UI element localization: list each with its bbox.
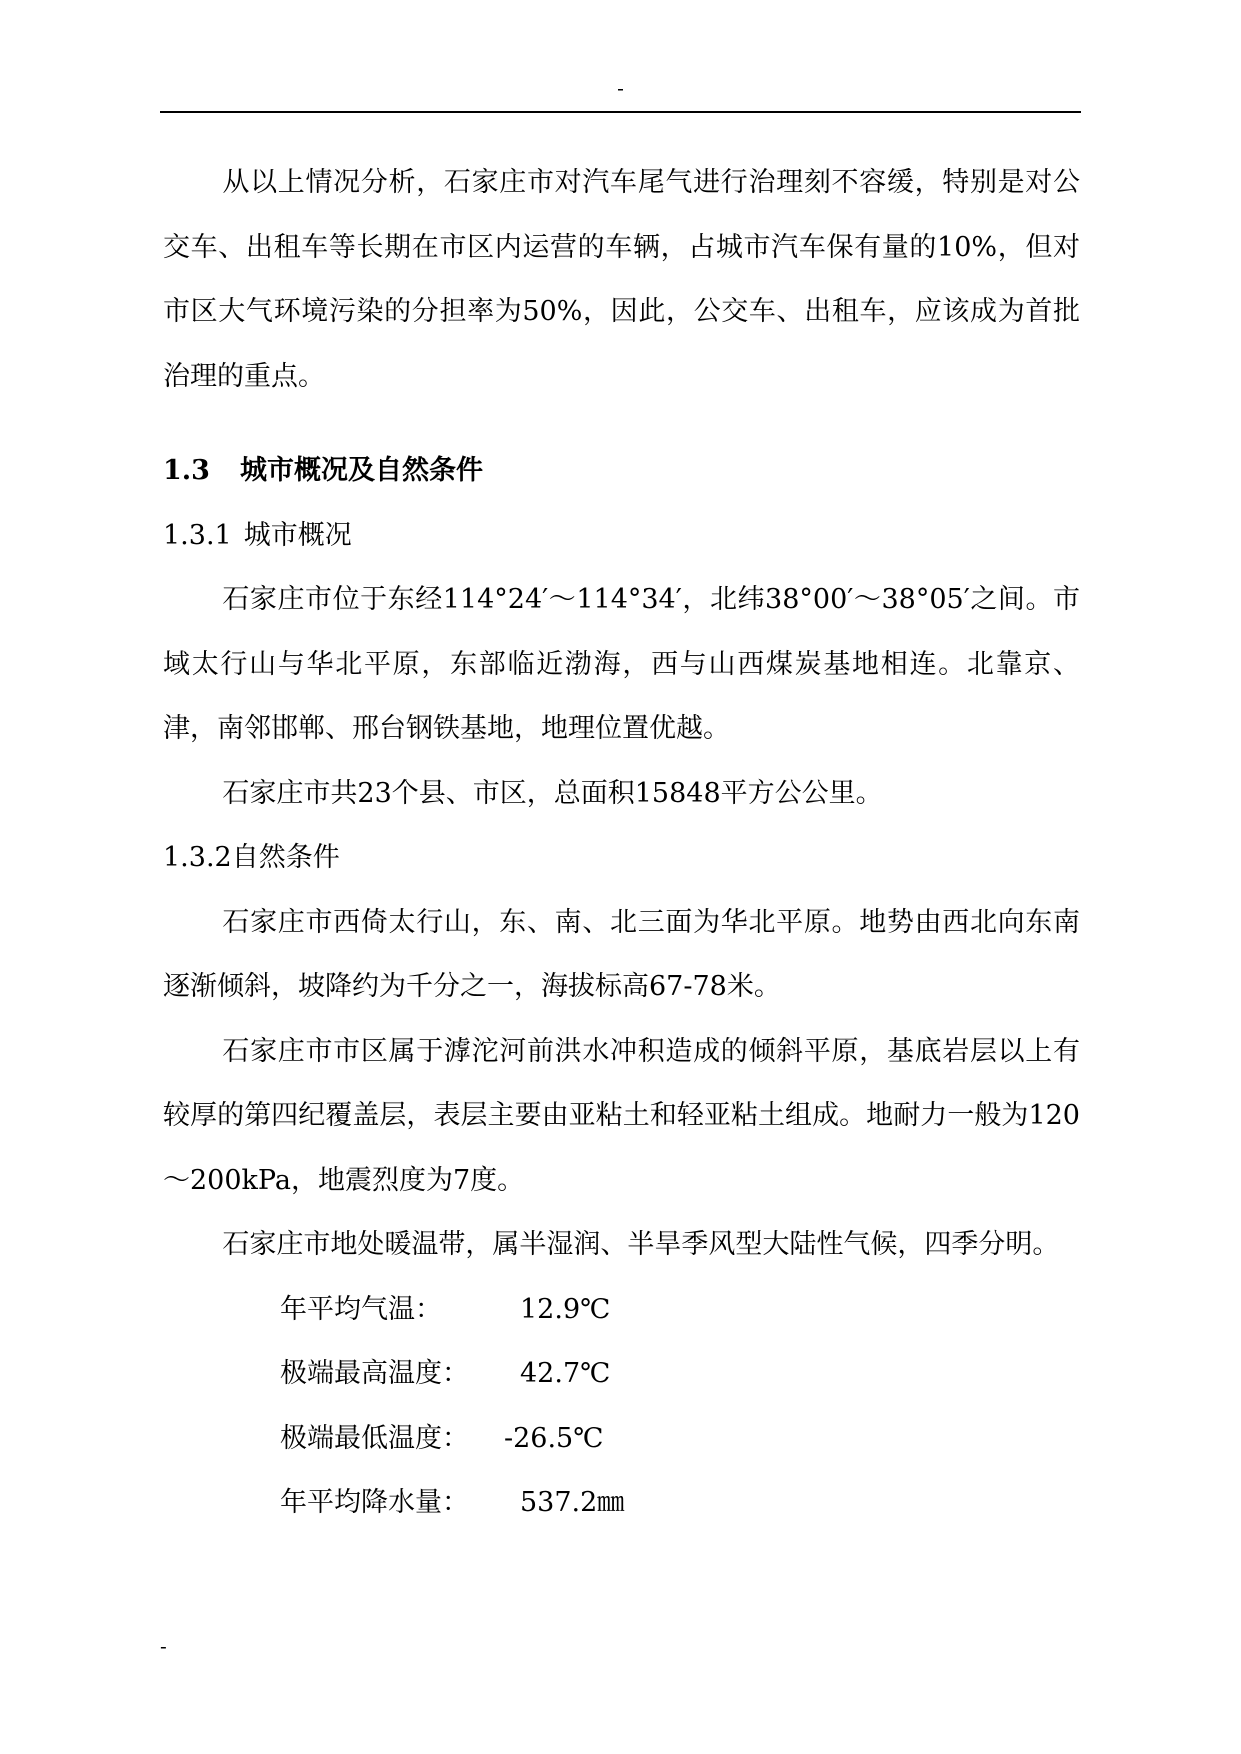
page-footer-mark: -	[160, 1634, 167, 1658]
subsection-heading-1	[163, 504, 1080, 569]
subsection-title-1: 城市概况	[243, 519, 352, 551]
terrain-paragraph: 石家庄市西倚太行山，东、南、北三面为华北平原。地势由西北向东南逐渐倾斜，坡降约为千分之一，海拔标高67-78米。	[163, 906, 1080, 1002]
page-header-mark: -	[617, 76, 624, 100]
document-body	[163, 151, 1080, 1536]
climate-row	[163, 1278, 1080, 1343]
geology-paragraph: 石家庄市市区属于滹沱河前洪水冲积造成的倾斜平原，基底岩层以上有较厚的第四纪覆盖层，表层主要由亚粘土和轻亚粘土组成。地耐力一般为120～200kPa，地震烈度为7度。	[163, 1035, 1080, 1196]
climate-label: 极端最高温度：	[280, 1358, 469, 1389]
subsection-heading-2	[163, 826, 1080, 891]
climate-value: 42.7℃	[520, 1358, 611, 1389]
intro-paragraph: 从以上情况分析，石家庄市对汽车尾气进行治理刻不容缓，特别是对公交车、出租车等长期在市区内运营的车辆，占城市汽车保有量的10%，但对市区大气环境污染的分担率为50%，因此，公交车、出租车，应该成为首批治理的重点。	[163, 167, 1080, 392]
subsection-number-1: 1.3.1	[163, 519, 232, 551]
climate-value: 12.9℃	[520, 1293, 611, 1325]
section-heading	[163, 439, 1080, 504]
header-rule	[160, 111, 1081, 113]
climate-row	[163, 1471, 1080, 1536]
area-paragraph: 石家庄市共23个县、市区，总面积15848平方公公里。	[222, 777, 883, 809]
section-title: 城市概况及自然条件	[239, 455, 483, 486]
subsection-number-2: 1.3.2	[163, 842, 232, 873]
climate-label: 年平均降水量：	[280, 1487, 469, 1518]
climate-row	[163, 1342, 1080, 1407]
climate-row	[163, 1407, 1080, 1472]
location-paragraph: 石家庄市位于东经114°24′～114°34′，北纬38°00′～38°05′之间。市域太行山与华北平原，东部临近渤海，西与山西煤炭基地相连。北靠京、津，南邻邯郸、邢台钢铁基地，地理位置优越。	[163, 584, 1080, 744]
climate-paragraph: 石家庄市地处暖温带，属半湿润、半旱季风型大陆性气候，四季分明。	[222, 1229, 1060, 1260]
climate-label: 年平均气温：	[280, 1293, 442, 1325]
climate-value: 537.2㎜	[520, 1487, 625, 1518]
climate-list	[163, 1278, 1080, 1536]
climate-value: -26.5℃	[504, 1422, 604, 1454]
section-number: 1.3	[163, 455, 210, 486]
climate-label: 极端最低温度：	[280, 1422, 469, 1454]
subsection-title-2: 自然条件	[231, 842, 340, 873]
